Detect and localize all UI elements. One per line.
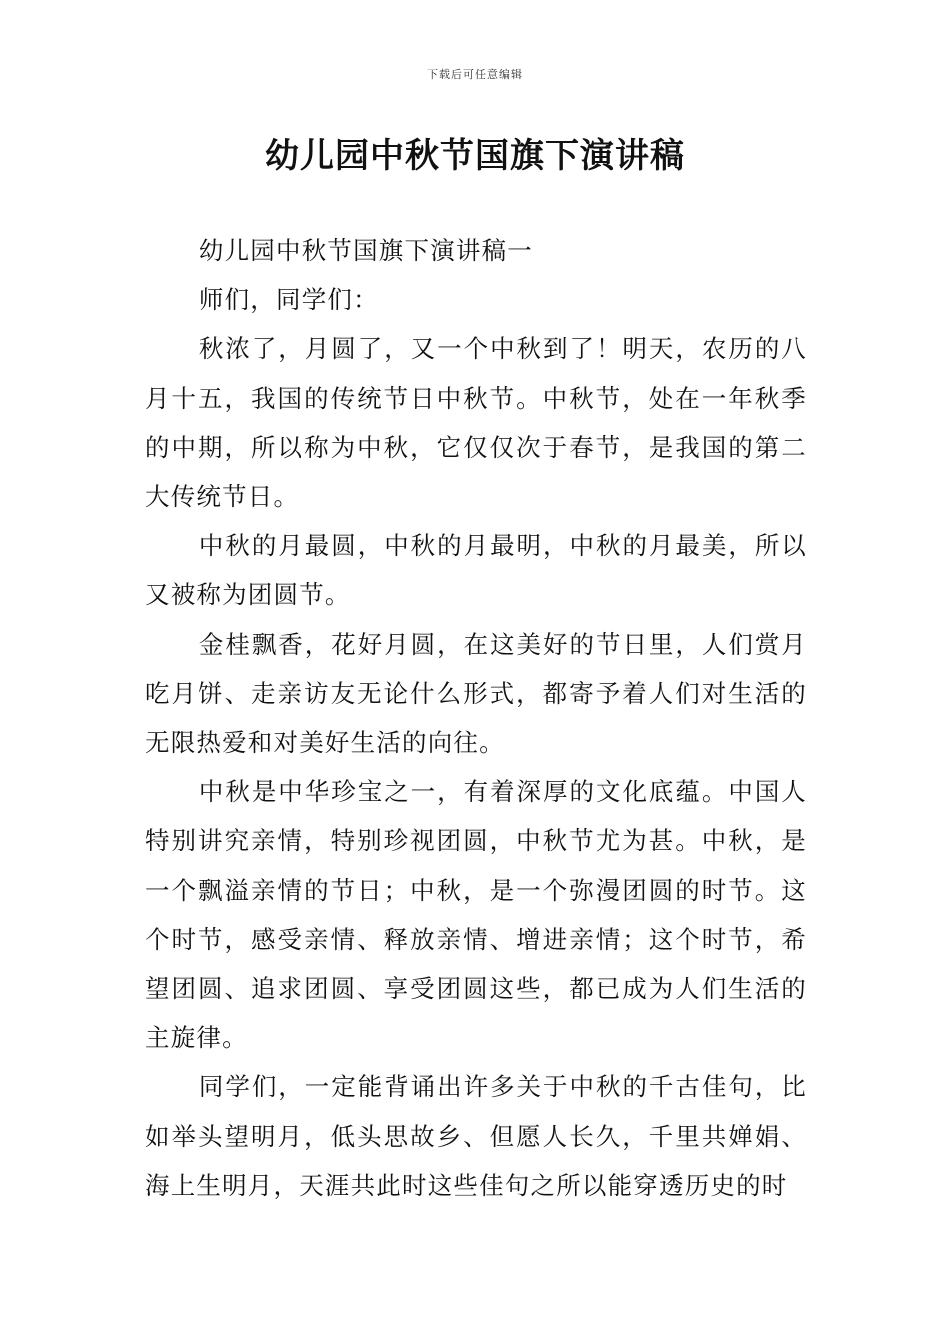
body-paragraph: 秋浓了，月圆了，又一个中秋到了！明天，农历的八月十五，我国的传统节日中秋节。中秋节，处在一年秋季的中期，所以称为中秋，它仅仅次于春节，是我国的第二大传统节日。 [145, 334, 807, 512]
body-paragraph: 中秋是中华珍宝之一，有着深厚的文化底蕴。中国人特别讲究亲情，特别珍视团圆，中秋节尤为甚。中秋，是一个飘溢亲情的节日；中秋，是一个弥漫团圆的时节。这个时节，感受亲情、释放亲情、增进亲情；这个时节，希望团圆、追求团圆、享受团圆这些，都已成为人们生活的主旋律。 [145, 777, 807, 1053]
header-note: 下载后可任意编辑 [427, 68, 523, 81]
body-paragraph: 金桂飘香，花好月圆，在这美好的节日里，人们赏月吃月饼、走亲访友无论什么形式，都寄予着人们对生活的无限热爱和对美好生活的向往。 [145, 629, 807, 758]
subtitle-paragraph: 幼儿园中秋节国旗下演讲稿一 [198, 236, 533, 265]
body-paragraph: 中秋的月最圆，中秋的月最明，中秋的月最美，所以又被称为团圆节。 [145, 531, 807, 610]
document-body [145, 226, 807, 1210]
document-title: 幼儿园中秋节国旗下演讲稿 [265, 136, 685, 176]
salutation-paragraph: 师们，同学们： [198, 285, 379, 315]
body-paragraph: 同学们，一定能背诵出许多关于中秋的千古佳句，比如举头望明月，低头思故乡、但愿人长久，千里共婵娟、海上生明月，天涯共此时这些佳句之所以能穿透历史的时 [145, 1072, 807, 1200]
